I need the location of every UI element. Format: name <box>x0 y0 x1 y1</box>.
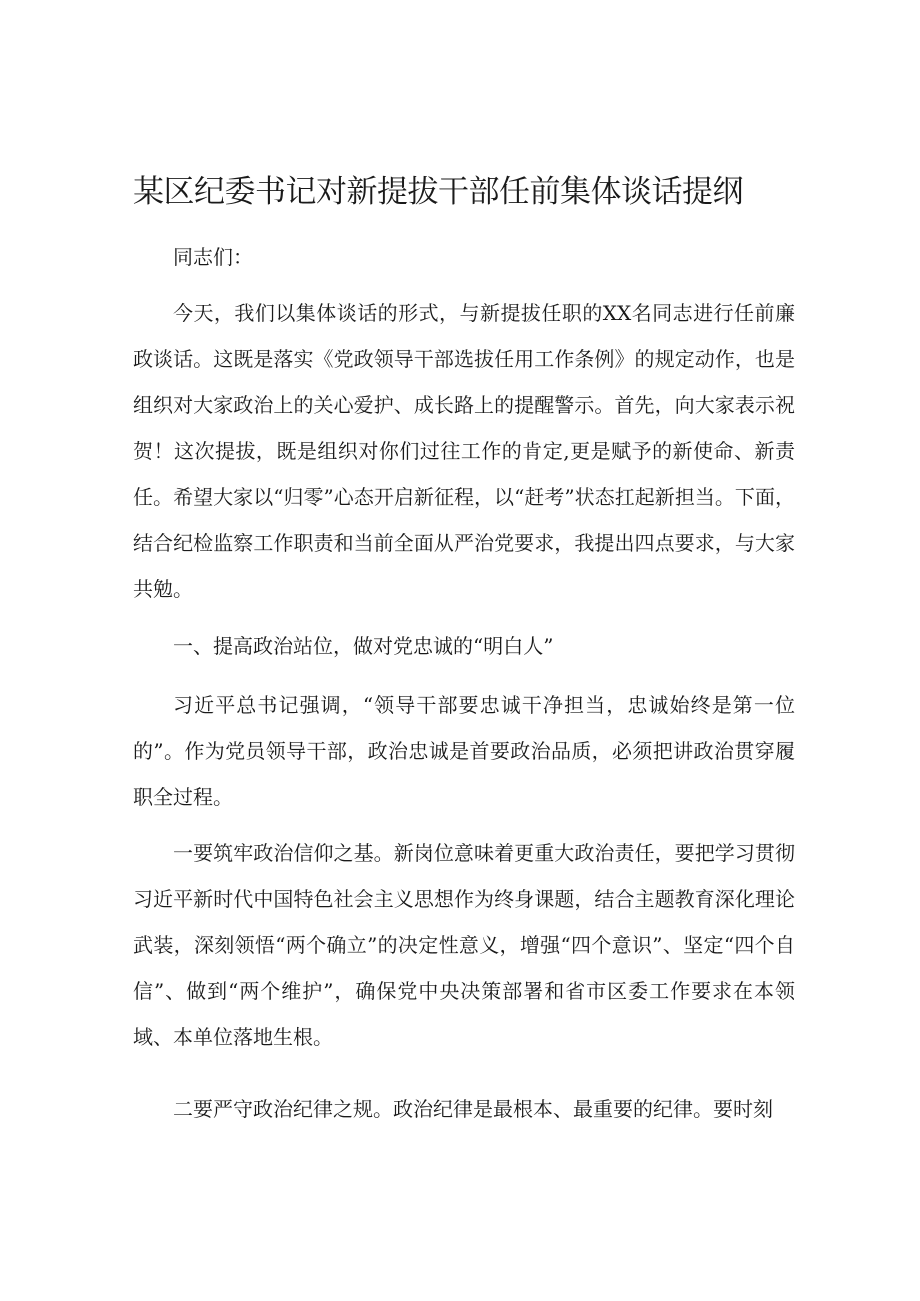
document-title: 某区纪委书记对新提拔干部任前集体谈话提纲 <box>133 174 743 210</box>
greeting-paragraph: 同志们： <box>173 245 253 269</box>
quote-paragraph: 习近平总书记强调，“领导干部要忠诚干净担当，忠诚始终是第一位的”。作为党员领导干部，政治忠诚是首要政治品质，必须把讲政治贯穿履职全过程。 <box>133 693 795 809</box>
intro-paragraph: 今天，我们以集体谈话的形式，与新提拔任职的XX名同志进行任前廉政谈话。这既是落实《党政领导干部选拔任用工作条例》的规定动作，也是组织对大家政治上的关心爱护、成长路上的提醒警示。首先，向大家表示祝贺！这次提拔，既是组织对你们过往工作的肯定,更是赋予的新使命、新责任。希望大家以“归零”心态开启新征程，以“赶考”状态扛起新担当。下面，结合纪检监察工作职责和当前全面从严治党要求，我提出四点要求，与大家共勉。 <box>133 301 795 601</box>
point-one-paragraph: 一要筑牢政治信仰之基。新岗位意味着更重大政治责任，要把学习贯彻习近平新时代中国特色社会主义思想作为终身课题，结合主题教育深化理论武装，深刻领悟“两个确立”的决定性意义，增强“四个意识”、坚定“四个自信”、做到“两个维护”，确保党中央决策部署和省市区委工作要求在本领域、本单位落地生根。 <box>133 841 795 1049</box>
point-two-paragraph: 二要严守政治纪律之规。政治纪律是最根本、最重要的纪律。要时刻 <box>173 1097 773 1121</box>
section-heading-one: 一、提高政治站位，做对党忠诚的“明白人” <box>173 634 554 658</box>
